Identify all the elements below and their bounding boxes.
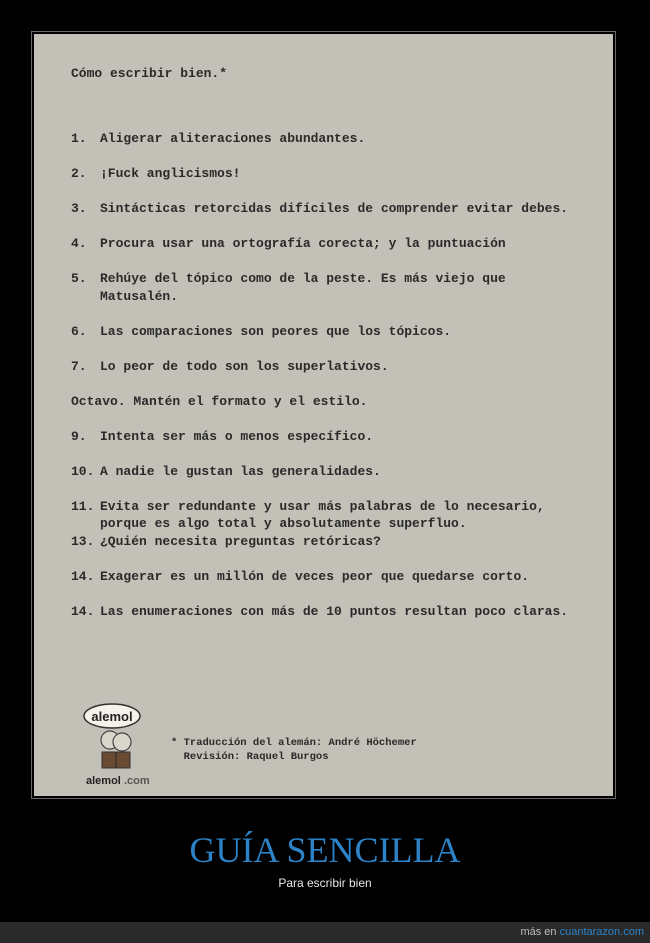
list-item bbox=[71, 130, 571, 148]
item-text: ¡Fuck anglicismos! bbox=[100, 166, 241, 181]
footer-prefix: más en bbox=[520, 926, 557, 938]
item-number: 7. bbox=[71, 358, 87, 374]
footer-link[interactable]: cuantarazon.com bbox=[559, 926, 644, 938]
list-item bbox=[71, 498, 571, 533]
item-text: Evita ser redundante y usar más palabras de lo necesario, porque es algo total y absolutamente superfluo. bbox=[100, 498, 545, 531]
list-item bbox=[71, 463, 571, 481]
credit-translation: * Traducción del alemán: André Höchemer bbox=[171, 737, 417, 749]
item-number: 13. bbox=[71, 533, 95, 549]
item-text: Exagerar es un millón de veces peor que quedarse corto. bbox=[100, 568, 530, 584]
item-text: Sintácticas retorcidas difíciles de comprender evitar debes. bbox=[100, 201, 569, 216]
list-item bbox=[71, 200, 571, 218]
footer-bar bbox=[0, 922, 650, 943]
credit-revision: Revisión: Raquel Burgos bbox=[183, 751, 329, 763]
list-item bbox=[71, 428, 571, 446]
list-item bbox=[71, 358, 571, 376]
item-number: 1. bbox=[71, 131, 87, 146]
item-text: Procura usar una ortografía corecta; y la puntuación bbox=[100, 236, 506, 251]
poster-image bbox=[34, 34, 613, 796]
logo-text: alemol bbox=[91, 709, 133, 724]
list-item bbox=[71, 323, 571, 341]
alemol-logo bbox=[82, 702, 156, 790]
list-item bbox=[71, 568, 571, 586]
item-number: 3. bbox=[71, 201, 87, 216]
list-item bbox=[71, 533, 571, 551]
logo-site-main: alemol bbox=[86, 775, 121, 787]
item-text: Las comparaciones son peores que los tópicos. bbox=[100, 323, 452, 339]
item-number: 9. bbox=[71, 428, 87, 444]
list-item bbox=[71, 603, 571, 621]
item-number: 4. bbox=[71, 236, 87, 251]
item-text: Lo peor de todo son los superlativos. bbox=[100, 358, 389, 374]
item-number: 14. bbox=[71, 568, 95, 584]
list-item-octavo: Octavo. Mantén el formato y el estilo. bbox=[71, 393, 368, 409]
tips-list bbox=[71, 130, 571, 638]
credits bbox=[171, 736, 417, 764]
list-item bbox=[71, 235, 571, 253]
item-text: A nadie le gustan las generalidades. bbox=[100, 463, 381, 479]
item-number: 5. bbox=[71, 271, 87, 286]
caption-title: GUÍA SENCILLA bbox=[189, 830, 461, 870]
item-number: 6. bbox=[71, 323, 87, 339]
caption-subtitle: Para escribir bien bbox=[278, 876, 372, 890]
alemol-logo-art bbox=[82, 702, 156, 790]
item-number: 2. bbox=[71, 166, 87, 181]
logo-site-domain: .com bbox=[124, 775, 150, 787]
item-text: Rehúye del tópico como de la peste. Es más viejo que Matusalén. bbox=[100, 271, 506, 304]
list-item bbox=[71, 270, 571, 305]
item-text: Las enumeraciones con más de 10 puntos resultan poco claras. bbox=[100, 603, 569, 619]
item-text: Intenta ser más o menos específico. bbox=[100, 428, 374, 444]
item-text: ¿Quién necesita preguntas retóricas? bbox=[100, 533, 381, 549]
list-item bbox=[71, 165, 571, 183]
footer-text bbox=[520, 926, 644, 938]
item-number: 14. bbox=[71, 603, 95, 619]
item-number: 10. bbox=[71, 463, 95, 479]
poster-title: Cómo escribir bien.* bbox=[71, 66, 228, 81]
item-number: 11. bbox=[71, 498, 95, 514]
item-text: Aligerar aliteraciones abundantes. bbox=[100, 131, 366, 146]
